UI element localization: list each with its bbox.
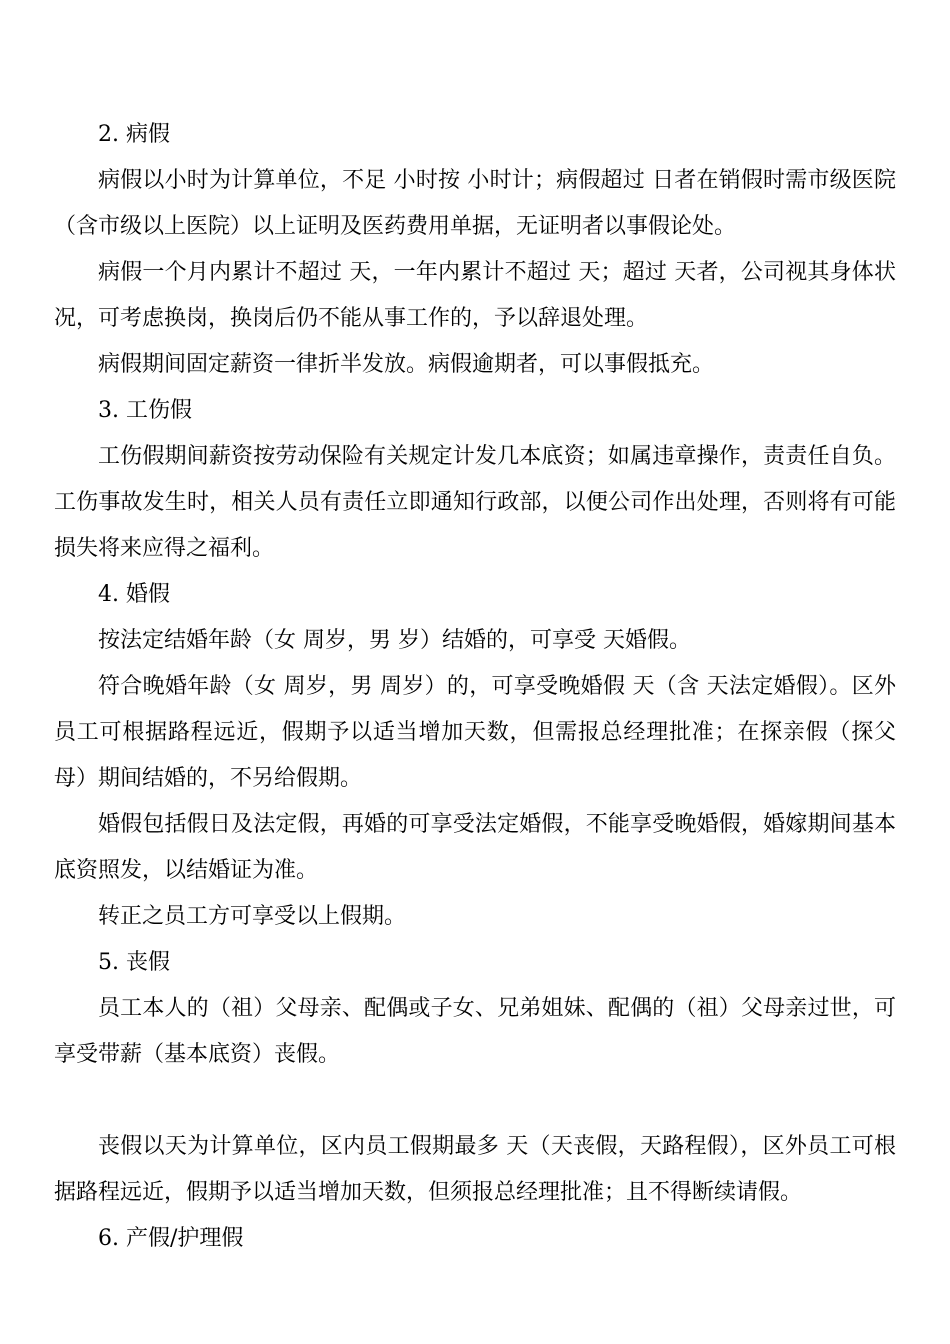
section-heading-maternity-leave: 6. 产假/护理假 — [98, 1226, 244, 1251]
paragraph-late-marriage: 符合晚婚年龄（女 周岁，男 周岁）的，可享受晚婚假 天（含 天法定婚假）。区外员工可根据路程远近，假期予以适当增加天数，但需报总经理批准；在探亲假（探父母）期间结婚的，不另给假期。 — [54, 674, 896, 791]
paragraph-marriage-leave-scope: 婚假包括假日及法定假，再婚的可享受法定婚假，不能享受晚婚假，婚嫁期间基本底资照发，以结婚证为准。 — [54, 812, 896, 883]
section-heading-bereavement-leave: 5. 丧假 — [98, 950, 170, 975]
blank-line — [54, 1078, 896, 1124]
paragraph-sick-leave-pay: 病假期间固定薪资一律折半发放。病假逾期者，可以事假抵充。 — [98, 352, 715, 377]
paragraph-bereavement-eligibility: 员工本人的（祖）父母亲、配偶或子女、兄弟姐妹、配偶的（祖）父母亲过世，可享受带薪（基本底资）丧假。 — [54, 996, 896, 1067]
document-body — [54, 112, 896, 1262]
paragraph-sick-leave-limit: 病假一个月内累计不超过 天，一年内累计不超过 天；超过 天者，公司视其身体状况，可考虑换岗，换岗后仍不能从事工作的，予以辞退处理。 — [54, 260, 896, 331]
paragraph-injury-leave: 工伤假期间薪资按劳动保险有关规定计发几本底资；如属违章操作，责责任自负。工伤事故发生时，相关人员有责任立即通知行政部，以便公司作出处理，否则将有可能损失将来应得之福利。 — [54, 444, 896, 561]
paragraph-sick-leave-unit: 病假以小时为计算单位，不足 小时按 小时计；病假超过 日者在销假时需市级医院（含市级以上医院）以上证明及医药费用单据，无证明者以事假论处。 — [54, 168, 896, 239]
section-heading-injury-leave: 3. 工伤假 — [98, 398, 192, 423]
paragraph-regular-employee: 转正之员工方可享受以上假期。 — [98, 904, 407, 929]
paragraph-bereavement-unit: 丧假以天为计算单位，区内员工假期最多 天（天丧假，天路程假），区外员工可根据路程远近，假期予以适当增加天数，但须报总经理批准；且不得断续请假。 — [54, 1134, 896, 1205]
paragraph-marriage-legal-age: 按法定结婚年龄（女 周岁，男 岁）结婚的，可享受 天婚假。 — [98, 628, 691, 653]
section-heading-marriage-leave: 4. 婚假 — [98, 582, 170, 607]
section-heading-sick-leave: 2. 病假 — [98, 122, 170, 147]
